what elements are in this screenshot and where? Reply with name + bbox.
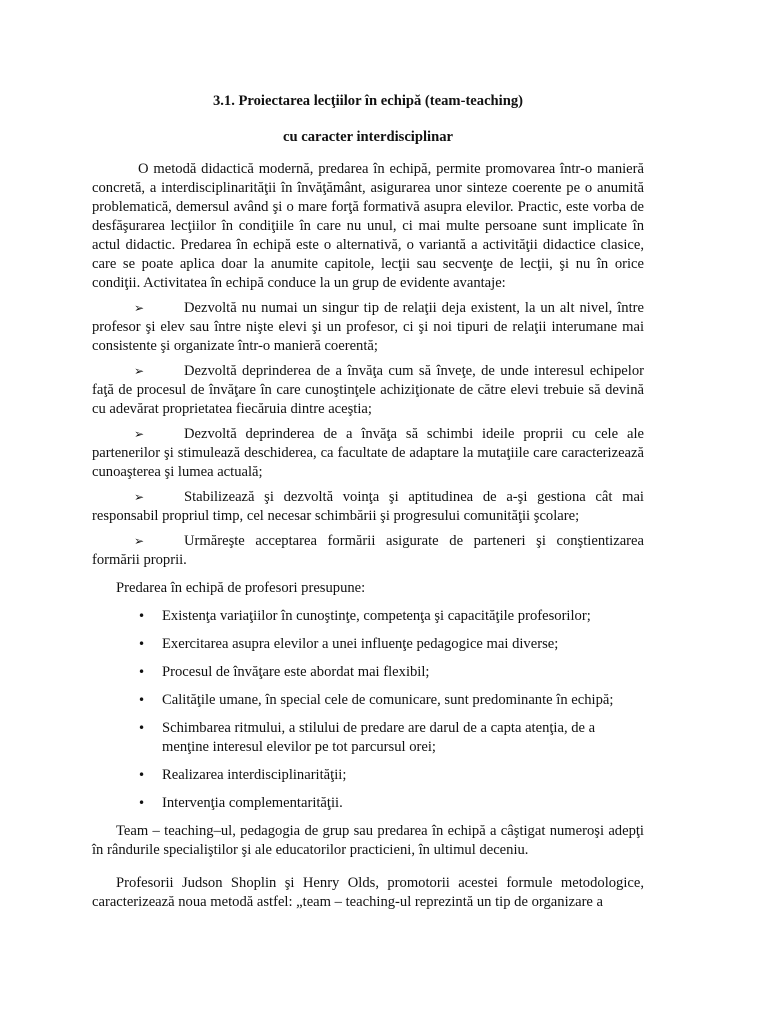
requirement-text: Intervenţia complementarităţii. [162,795,343,811]
requirement-item [92,635,644,654]
bullet-icon: • [138,609,146,623]
requirement-text: Procesul de învăţare este abordat mai flexibil; [162,664,430,680]
arrow-bullet-icon: ➢ [134,427,145,441]
requirement-item [92,766,644,785]
section-title: 3.1. Proiectarea lecţiilor în echipă (team-teaching) [212,93,524,109]
requirement-item [92,663,644,682]
advantages-list [92,299,644,570]
bullet-icon: • [138,768,146,782]
advantage-item [92,299,644,356]
requirement-text: Calităţile umane, în special cele de comunicare, sunt predominante în echipă; [162,692,614,708]
advantage-item [92,532,644,570]
advantage-text: Urmăreşte acceptarea formării asigurate de parteneri şi conştientizarea formării proprii. [92,533,644,568]
bullet-icon: • [138,796,146,810]
intro-paragraph: O metodă didactică modernă, predarea în echipă, permite promovarea într-o manieră concretă, a interdisciplinarităţii în învăţământ, asigurarea unor sinteze coerente pe o anumită problematică, demersul având şi o mare forţă formativă asupra elevilor. Practic, este vorba de desfăşurarea lecţiilor în condiţiile în care nu unul, ci mai multe persoane sunt implicate în actul didactic. Predarea în echipă este o alternativă, o variantă a activităţii didactice clasice, care se poate aplica doar la anumite capitole, lecţii sau secvenţe de lecţii, şi nu în orice condiţii. Activitatea în echipă conduce la un grup de evidente avantaje: [92,161,644,291]
requirement-text: Existenţa variaţiilor în cunoştinţe, competenţa şi capacităţile profesorilor; [162,608,591,624]
arrow-bullet-icon: ➢ [134,364,145,378]
requirement-text: Realizarea interdisciplinarităţii; [162,767,347,783]
requirements-list [92,607,644,813]
advantage-text: Dezvoltă nu numai un singur tip de relaţii deja existent, la un alt nivel, între profesor şi elev sau între nişte elevi şi un profesor, ci şi noi tipuri de relaţii interumane mai consistente şi organizate într-o manieră coerentă; [92,300,644,354]
requirement-item [92,719,644,757]
requirements-lead: Predarea în echipă de profesori presupune: [116,580,366,596]
arrow-bullet-icon: ➢ [134,534,145,548]
document-body [92,92,644,912]
section-subtitle: cu caracter interdisciplinar [283,129,453,145]
bullet-icon: • [138,693,146,707]
bullet-icon: • [138,665,146,679]
requirement-text: Schimbarea ritmului, a stilului de predare are darul de a capta atenţia, de a menţine interesul elevilor pe tot parcursul orei; [162,720,596,755]
advantage-text: Stabilizează şi dezvoltă voinţa şi aptitudinea de a-şi gestiona cât mai responsabil propriul timp, cel necesar schimbării şi progresului comunităţii şcolare; [92,489,644,524]
requirement-item [92,794,644,813]
requirement-text: Exercitarea asupra elevilor a unei influenţe pedagogice mai diverse; [162,636,559,652]
arrow-bullet-icon: ➢ [134,301,145,315]
authors-paragraph: Profesorii Judson Shoplin şi Henry Olds, promotorii acestei formule metodologice, caracterizează noua metodă astfel: „team – teaching-ul reprezintă un tip de organizare a [92,875,644,910]
arrow-bullet-icon: ➢ [134,490,145,504]
bullet-icon: • [138,721,146,735]
bullet-icon: • [138,637,146,651]
advantage-text: Dezvoltă deprinderea de a învăţa să schimbi ideile proprii cu cele ale partenerilor şi stimulează deschiderea, ca facultate de adaptare la mutaţiile care caracterizează cunoaşterea şi lumea actuală; [92,426,644,480]
team-teaching-paragraph: Team – teaching–ul, pedagogia de grup sau predarea în echipă a câştigat numeroşi adepţi în rândurile specialiştilor şi ale educatorilor practicieni, în ultimul deceniu. [92,823,644,858]
advantage-text: Dezvoltă deprinderea de a învăţa cum să înveţe, de unde interesul echipelor faţă de procesul de învăţare în care cunoştinţele achiziţionate de către elevi trebuie să devină cu adevărat proprietatea fiecăruia dintre aceştia; [92,363,644,417]
advantage-item [92,362,644,419]
advantage-item [92,488,644,526]
requirement-item [92,691,644,710]
requirement-item [92,607,644,626]
advantage-item [92,425,644,482]
